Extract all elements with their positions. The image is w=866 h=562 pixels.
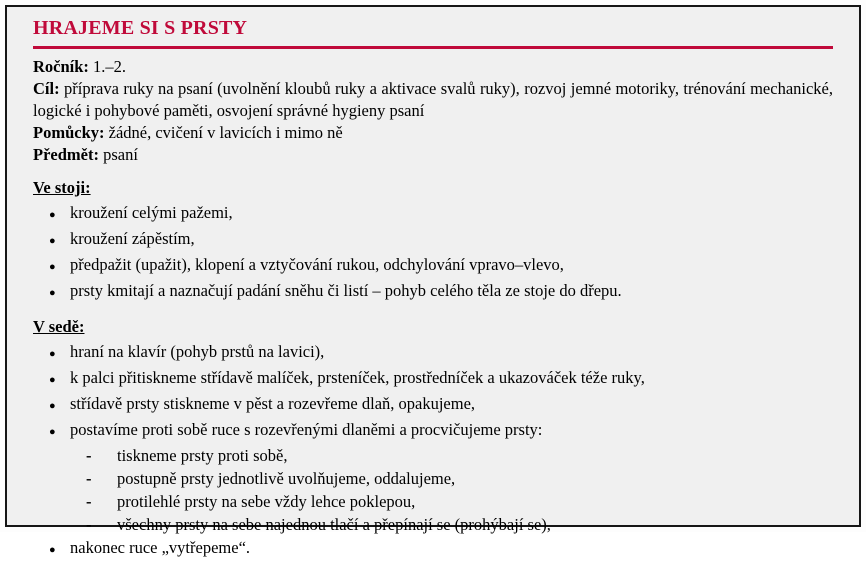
meta-label: Předmět: — [33, 145, 99, 164]
section-v-sede — [33, 316, 833, 562]
item-text: nakonec ruce „vytřepeme“. — [70, 538, 251, 557]
item-text: střídavě prsty stiskneme v pěst a rozevřeme dlaň, opakujeme, — [70, 394, 476, 413]
list-subitem — [33, 467, 833, 490]
item-text: kroužení zápěstím, — [70, 229, 195, 248]
title-rule — [33, 46, 833, 49]
item-text: kroužení celými pažemi, — [70, 203, 233, 222]
list-item — [33, 366, 833, 392]
meta-block — [33, 56, 833, 166]
dash-icon: - — [86, 515, 92, 534]
bullet-icon: ● — [49, 400, 56, 412]
list-item — [33, 340, 833, 366]
section-heading: V sedě: — [33, 317, 85, 336]
meta-line-cil — [33, 78, 833, 122]
dash-icon: - — [86, 492, 92, 511]
bullet-list — [33, 201, 833, 305]
bullet-icon: ● — [49, 426, 56, 438]
meta-label: Pomůcky: — [33, 123, 105, 142]
bullet-list — [33, 340, 833, 562]
list-subitem — [33, 444, 833, 467]
item-text: postavíme proti sobě ruce s rozevřenými dlaněmi a procvičujeme prsty: — [70, 420, 543, 439]
meta-line-predmet — [33, 144, 833, 166]
bullet-icon: ● — [49, 209, 56, 221]
meta-line-pomucky — [33, 122, 833, 144]
item-text: všechny prsty na sebe najednou tlačí a přepínají se (prohýbají se), — [117, 515, 551, 534]
section-heading: Ve stoji: — [33, 178, 91, 197]
item-text: k palci přitiskneme střídavě malíček, prsteníček, prostředníček a ukazováček téže ruky, — [70, 368, 645, 387]
list-item — [33, 418, 833, 444]
bullet-icon: ● — [49, 287, 56, 299]
bullet-icon: ● — [49, 261, 56, 273]
item-text: hraní na klavír (pohyb prstů na lavici), — [70, 342, 325, 361]
list-item — [33, 227, 833, 253]
meta-text: žádné, cvičení v lavicích i mimo ně — [108, 123, 343, 142]
item-text: předpažit (upažit), klopení a vztyčování rukou, odchylování vpravo–vlevo, — [70, 255, 564, 274]
item-text: postupně prsty jednotlivě uvolňujeme, oddalujeme, — [117, 469, 456, 488]
dash-icon: - — [86, 446, 92, 465]
dash-icon: - — [86, 469, 92, 488]
bullet-icon: ● — [49, 348, 56, 360]
item-text: protilehlé prsty na sebe vždy lehce poklepou, — [117, 492, 416, 511]
bullet-icon: ● — [49, 374, 56, 386]
list-subitem — [33, 490, 833, 513]
item-text: prsty kmitají a naznačují padání sněhu či listí – pohyb celého těla ze stoje do dřepu. — [70, 281, 622, 300]
meta-text: 1.–2. — [93, 57, 127, 76]
list-item — [33, 253, 833, 279]
list-item — [33, 392, 833, 418]
section-ve-stoji — [33, 177, 833, 305]
bullet-icon: ● — [49, 235, 56, 247]
document-page — [5, 5, 861, 557]
list-item — [33, 536, 833, 562]
item-text: tiskneme prsty proti sobě, — [117, 446, 288, 465]
meta-line-rocnik — [33, 56, 833, 78]
list-subitem — [33, 513, 833, 536]
bullet-icon: ● — [49, 544, 56, 556]
meta-text: psaní — [103, 145, 138, 164]
meta-text: příprava ruky na psaní (uvolnění kloubů ruky a aktivace svalů ruky), rozvoj jemné motoriky, trénování mechanické, logické i pohybové paměti, osvojení správné hygieny psaní — [33, 79, 833, 120]
list-item — [33, 279, 833, 305]
page-title: HRAJEME SI S PRSTY — [33, 17, 248, 39]
meta-label: Ročník: — [33, 57, 89, 76]
meta-label: Cíl: — [33, 79, 60, 98]
list-item — [33, 201, 833, 227]
